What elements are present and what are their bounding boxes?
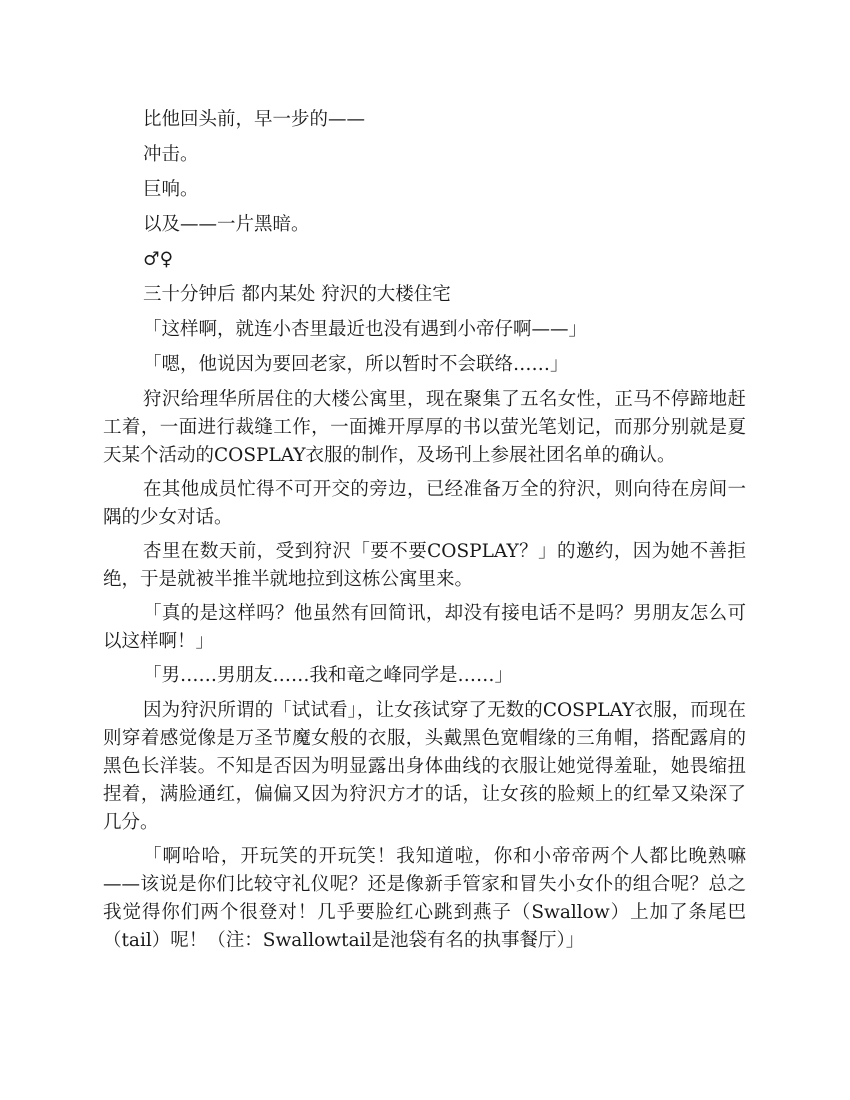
paragraph: 巨响。 <box>143 179 199 200</box>
dialogue-paragraph: 「真的是这样吗？他虽然有回简讯，却没有接电话不是吗？男朋友怎么可以这样啊！」 <box>103 603 746 652</box>
paragraph: 在其他成员忙得不可开交的旁边，已经准备万全的狩沢，则向待在房间一隅的少女对话。 <box>103 479 746 528</box>
paragraph: 杏里在数天前，受到狩沢「要不要COSPLAY？」的邀约，因为她不善拒绝，于是就被半推半就地拉到这栋公寓里来。 <box>103 541 746 590</box>
dialogue-paragraph: 「啊哈哈，开玩笑的开玩笑！我知道啦，你和小帝帝两个人都比晚熟嘛——该说是你们比较守礼仪呢？还是像新手管家和冒失小女仆的组合呢？总之我觉得你们两个很登对！几乎要脸红心跳到燕子（Swallow）上加了条尾巴（tail）呢！（注：Swallowtail是池袋有名的执事餐厅）」 <box>103 846 746 951</box>
paragraph: 比他回头前，早一步的—— <box>143 109 366 130</box>
paragraph: 狩沢给理华所居住的大楼公寓里，现在聚集了五名女性，正马不停蹄地赶工着，一面进行裁缝工作，一面摊开厚厚的书以萤光笔划记，而那分别就是夏天某个活动的COSPLAY衣服的制作，及场刊上参展社团名单的确认。 <box>103 389 746 466</box>
scene-break-symbol: ♂♀ <box>143 249 174 270</box>
paragraph: 因为狩沢所谓的「试试看」，让女孩试穿了无数的COSPLAY衣服，而现在则穿着感觉像是万圣节魔女般的衣服，头戴黑色宽帽缘的三角帽，搭配露肩的黑色长洋装。不知是否因为明显露出身体曲线的衣服让她觉得羞耻，她畏缩扭捏着，满脸通红，偏偏又因为狩沢方才的话，让女孩的脸颊上的红晕又染深了几分。 <box>103 700 746 833</box>
dialogue-paragraph: 「这样啊，就连小杏里最近也没有遇到小帝仔啊——」 <box>143 319 588 340</box>
scene-heading: 三十分钟后 都内某处 狩沢的大楼住宅 <box>143 284 451 305</box>
document-body <box>103 106 746 961</box>
paragraph: 冲击。 <box>143 144 199 165</box>
dialogue-paragraph: 「男……男朋友……我和竜之峰同学是……」 <box>143 665 514 686</box>
dialogue-paragraph: 「嗯，他说因为要回老家，所以暂时不会联络……」 <box>143 354 569 375</box>
paragraph: 以及——一片黑暗。 <box>143 214 310 235</box>
